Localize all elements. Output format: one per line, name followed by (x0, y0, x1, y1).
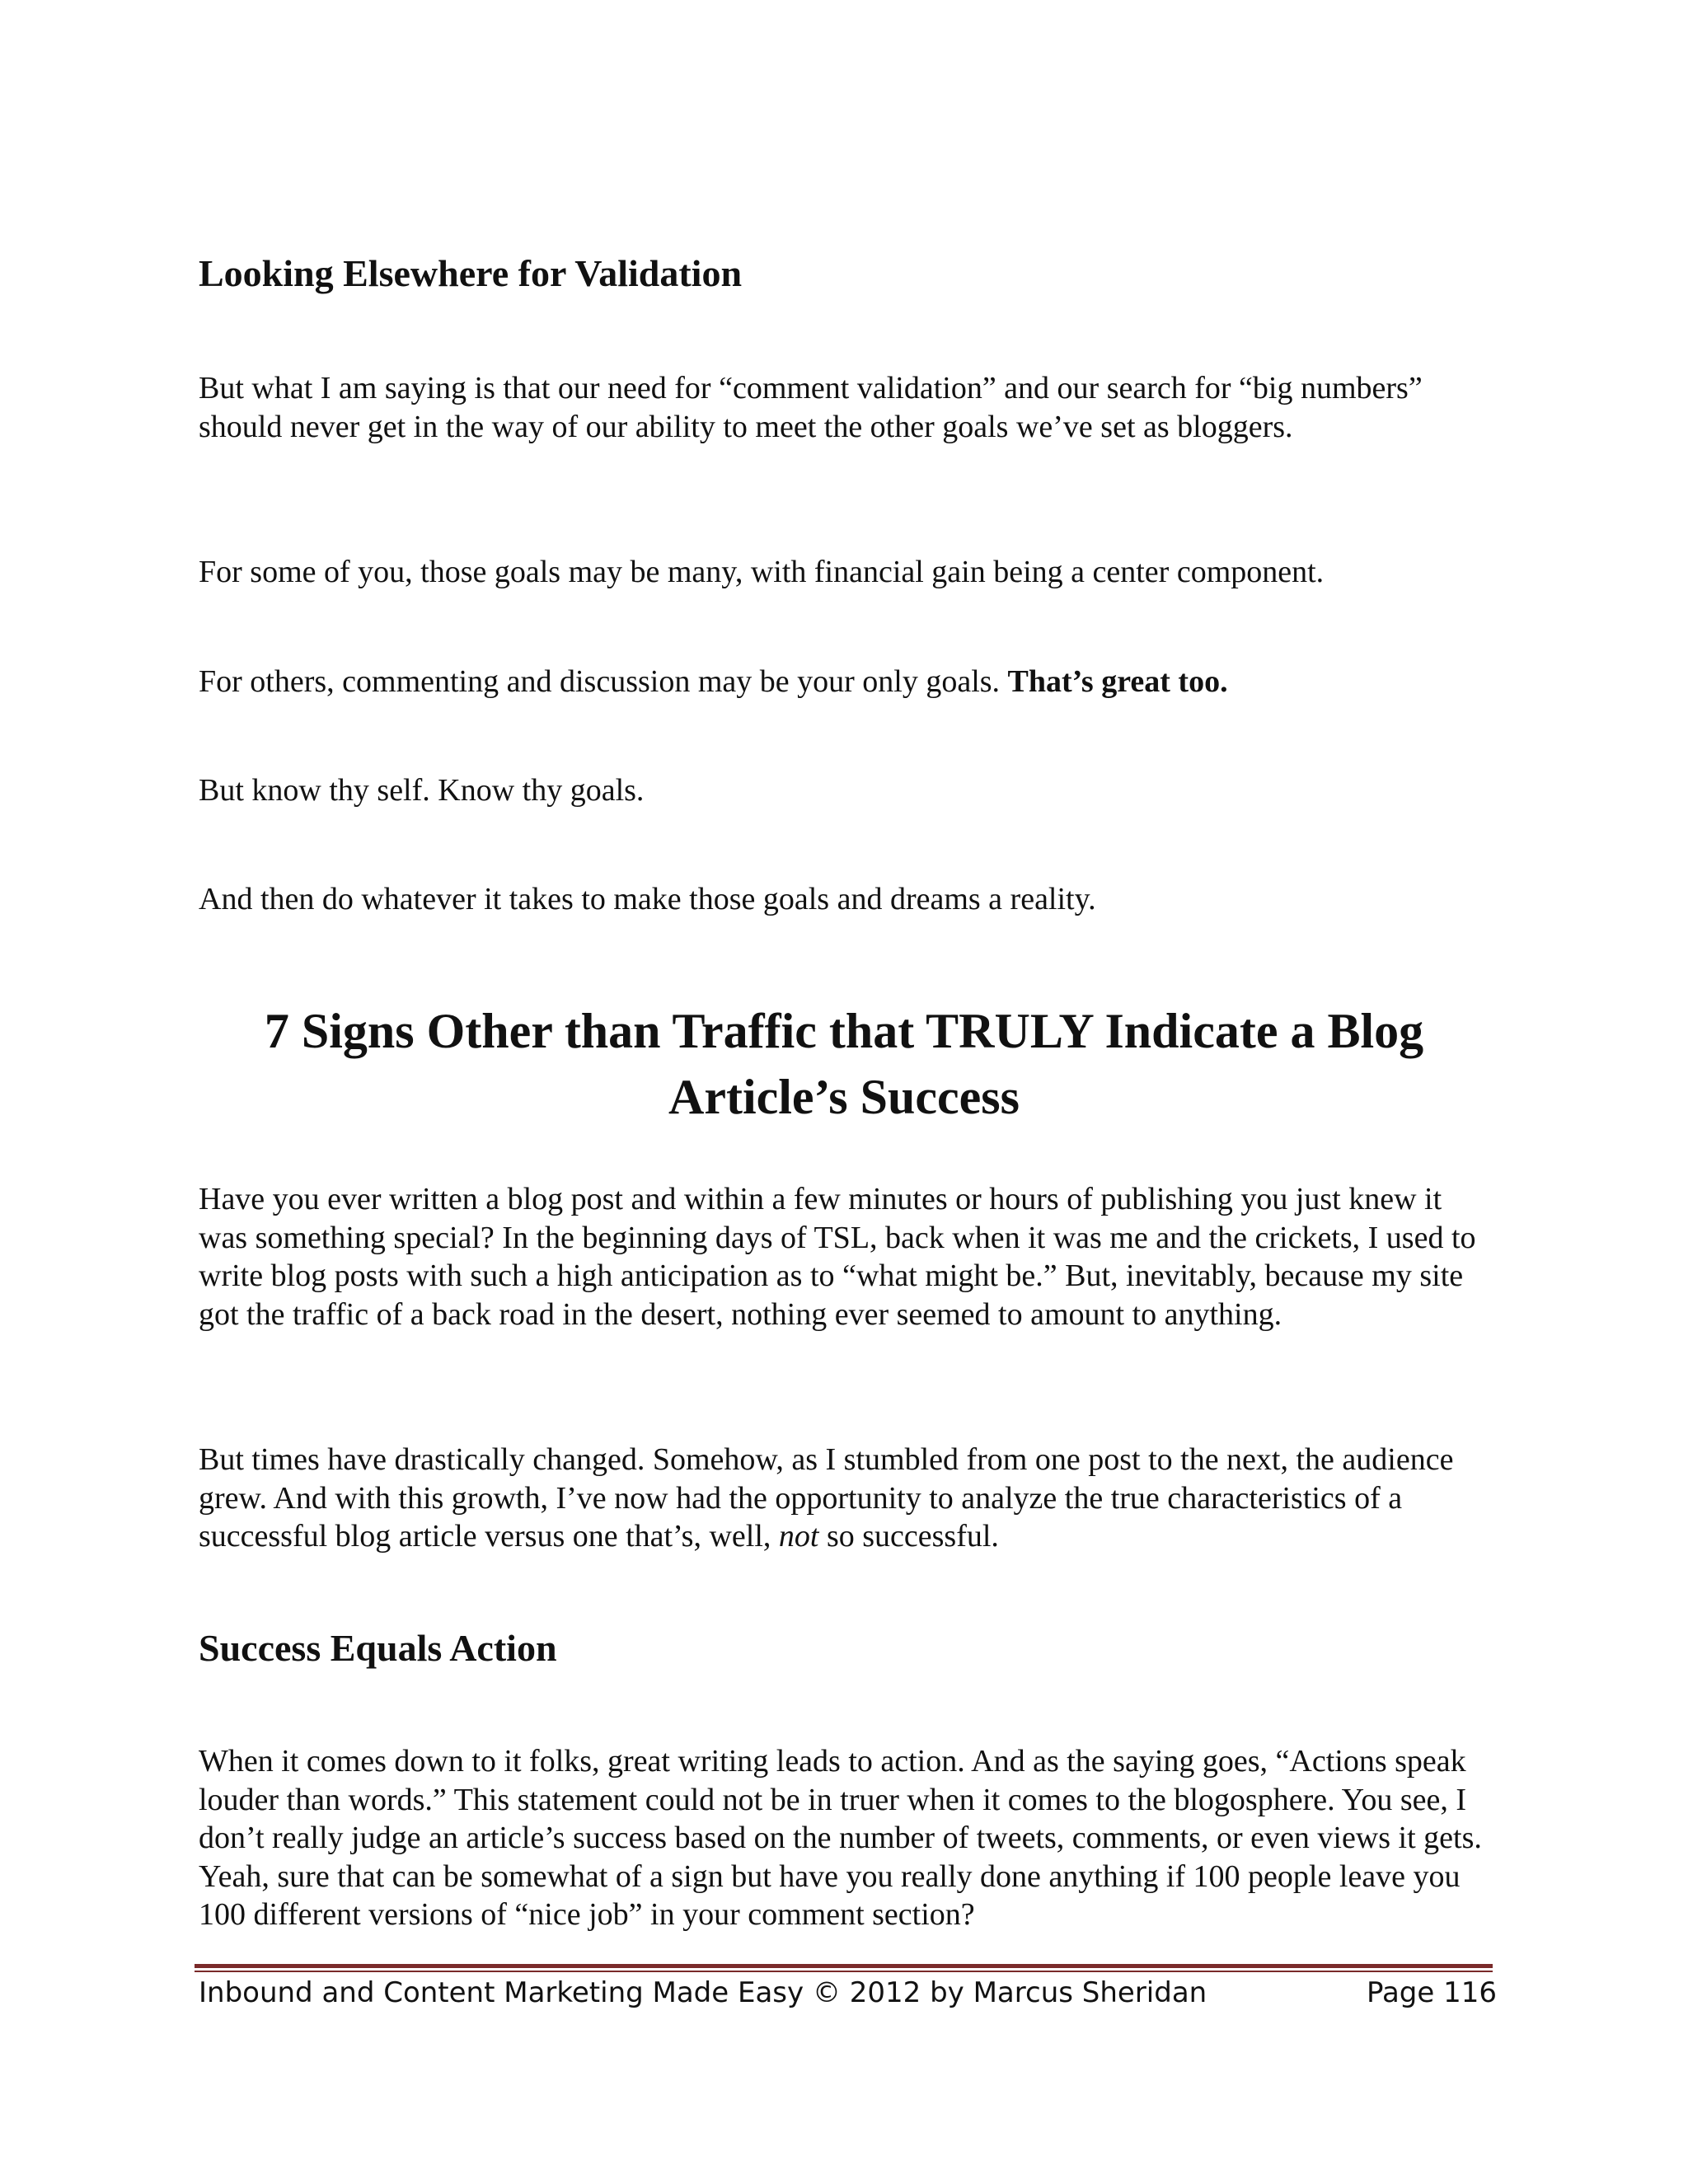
article-paragraph-2-italic: not (778, 1519, 819, 1554)
paragraph-validation-3-text: For others, commenting and discussion may be your only goals. (199, 664, 1008, 699)
section-heading-validation: Looking Elsewhere for Validation (199, 252, 743, 294)
paragraph-validation-5: And then do whatever it takes to make those goals and dreams a reality. (199, 882, 1096, 916)
footer-book-title: Inbound and Content Marketing Made Easy © 2012 by Marcus Sheridan (199, 1976, 1207, 2009)
article-paragraph-3: When it comes down to it folks, great writing leads to action. And as the saying goes, “Actions speak louder than words.” This statement could not be in truer when it comes to the blogosphere. You see, I don’t really judge an article’s success based on the number of tweets, comments, or even views it gets. Yeah, sure that can be somewhat of a sign but have you really done anything if 100 people leave you 100 different versions of “nice job” in your comment section? (199, 1744, 1482, 1932)
article-paragraph-2 (199, 1441, 1493, 1556)
article-title (199, 998, 1489, 1130)
section-heading-success: Success Equals Action (199, 1627, 557, 1669)
paragraph-validation-3-bold: That’s great too. (1007, 664, 1228, 699)
footer-rule-thick (195, 1964, 1493, 1968)
paragraph-validation-1: But what I am saying is that our need for “comment validation” and our search for “big numbers” should never get in the way of our ability to meet the other goals we’ve set as bloggers. (199, 371, 1423, 444)
footer-rule-thin (195, 1971, 1493, 1972)
footer-page-number: Page 116 (1367, 1976, 1498, 2009)
article-title-line-2: Article’s Success (668, 1070, 1020, 1124)
paragraph-validation-2: For some of you, those goals may be many, with financial gain being a center component. (199, 555, 1325, 589)
article-paragraph-1: Have you ever written a blog post and within a few minutes or hours of publishing you just knew it was something special? In the beginning days of TSL, back when it was me and the crickets, I used to write blog posts with such a high anticipation as to “what might be.” But, inevitably, because my site got the traffic of a back road in the desert, nothing ever seemed to amount to anything. (199, 1182, 1476, 1332)
article-paragraph-2-end: so successful. (818, 1519, 999, 1554)
paragraph-validation-4: But know thy self. Know thy goals. (199, 773, 645, 808)
paragraph-validation-3 (199, 663, 1493, 701)
article-title-line-1: 7 Signs Other than Traffic that TRULY Indicate a Blog (264, 1004, 1424, 1058)
article-paragraph-2-start: But times have drastically changed. Somehow, as I stumbled from one post to the next, the audience grew. And with this growth, I’ve now had the opportunity to analyze the true characteristics of a successful blog article versus one that’s, well, (199, 1442, 1454, 1554)
